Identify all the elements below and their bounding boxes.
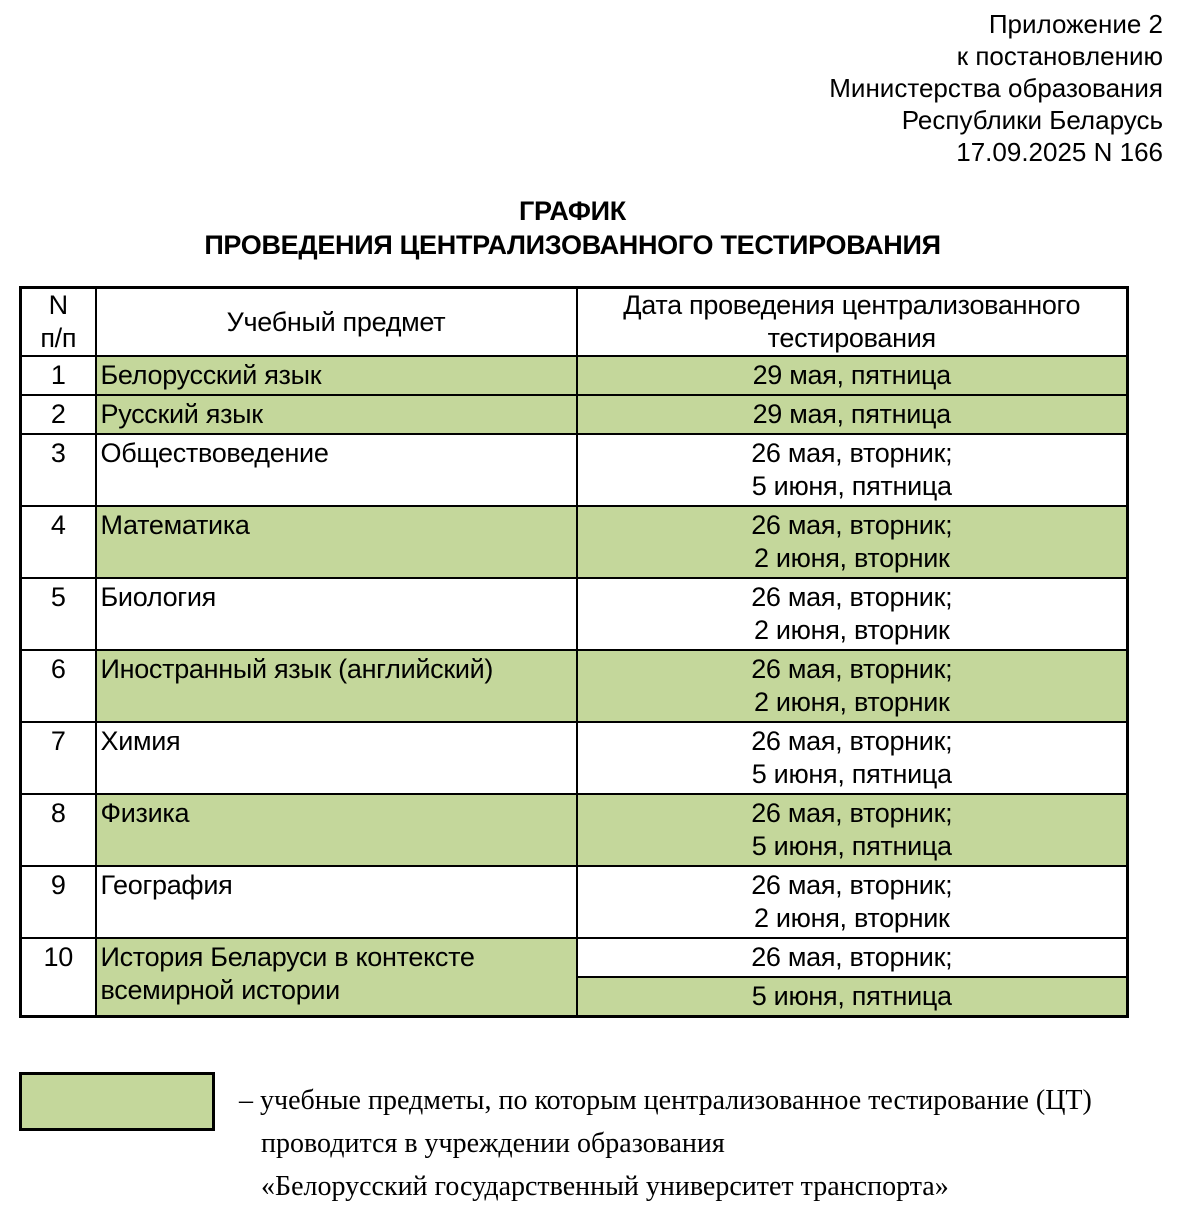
table-row (21, 506, 1128, 578)
subject-cell: Физика (96, 794, 577, 866)
date-cell: 26 мая, вторник; 2 июня, вторник (577, 650, 1128, 722)
table-row (21, 794, 1128, 866)
table-row (21, 434, 1128, 506)
subject-cell: Математика (96, 506, 577, 578)
subject-cell: Химия (96, 722, 577, 794)
document-title (19, 194, 1126, 262)
row-number-cell: 6 (21, 650, 96, 722)
date-cell: 29 мая, пятница (577, 356, 1128, 395)
date-cell: 26 мая, вторник; 2 июня, вторник (577, 506, 1128, 578)
col-header-date-line1: Дата проведения централизованного (623, 290, 1081, 320)
table-row (21, 356, 1128, 395)
row-number-cell: 7 (21, 722, 96, 794)
subject-cell: История Беларуси в контексте всемирной истории (96, 938, 577, 1017)
date-cell: 29 мая, пятница (577, 395, 1128, 434)
row-number-cell: 10 (21, 938, 96, 1017)
appendix-header-line: Республики Беларусь (901, 105, 1163, 135)
document-title-line2: ПРОВЕДЕНИЯ ЦЕНТРАЛИЗОВАННОГО ТЕСТИРОВАНИЯ (204, 230, 941, 260)
row-number-cell: 5 (21, 578, 96, 650)
appendix-header-line: 17.09.2025 N 166 (956, 137, 1163, 167)
subject-cell: География (96, 866, 577, 938)
testing-schedule-table (19, 286, 1129, 1018)
legend-line: – учебные предметы, по которым централизованное тестирование (ЦТ) (239, 1085, 1092, 1116)
table-row (21, 938, 1128, 977)
date-cell: 5 июня, пятница (577, 977, 1128, 1017)
table-row (21, 650, 1128, 722)
table-row (21, 722, 1128, 794)
col-header-date-line2: тестирования (767, 323, 936, 353)
table-header-row (21, 288, 1128, 357)
row-number-cell: 8 (21, 794, 96, 866)
row-number-cell: 4 (21, 506, 96, 578)
table-row (21, 866, 1128, 938)
document-title-line1: ГРАФИК (519, 196, 626, 226)
subject-cell: Обществоведение (96, 434, 577, 506)
col-header-num-line1: N (48, 290, 68, 320)
appendix-header (829, 8, 1163, 168)
subject-cell: Биология (96, 578, 577, 650)
row-number-cell: 9 (21, 866, 96, 938)
subject-cell: Белорусский язык (96, 356, 577, 395)
appendix-header-line: к постановлению (956, 41, 1163, 71)
date-cell: 26 мая, вторник; 5 июня, пятница (577, 434, 1128, 506)
date-cell: 26 мая, вторник; 5 июня, пятница (577, 722, 1128, 794)
row-number-cell: 2 (21, 395, 96, 434)
legend-text (239, 1072, 1092, 1208)
legend-line: проводится в учреждении образования (261, 1128, 725, 1159)
table-row (21, 578, 1128, 650)
table-row (21, 395, 1128, 434)
legend-line: «Белорусский государственный университет транспорта» (261, 1171, 949, 1202)
subject-cell: Иностранный язык (английский) (96, 650, 577, 722)
col-header-num-line2: п/п (40, 323, 77, 353)
subject-cell: Русский язык (96, 395, 577, 434)
legend-highlight-swatch (19, 1072, 215, 1131)
date-cell: 26 мая, вторник; 2 июня, вторник (577, 866, 1128, 938)
col-header-subject: Учебный предмет (96, 288, 577, 357)
appendix-header-line: Министерства образования (829, 73, 1163, 103)
date-cell: 26 мая, вторник; 2 июня, вторник (577, 578, 1128, 650)
col-header-date (577, 288, 1128, 357)
row-number-cell: 3 (21, 434, 96, 506)
row-number-cell: 1 (21, 356, 96, 395)
date-cell: 26 мая, вторник; (577, 938, 1128, 977)
col-header-num (21, 288, 96, 357)
date-cell: 26 мая, вторник; 5 июня, пятница (577, 794, 1128, 866)
appendix-header-line: Приложение 2 (988, 9, 1163, 39)
legend (19, 1072, 1092, 1208)
